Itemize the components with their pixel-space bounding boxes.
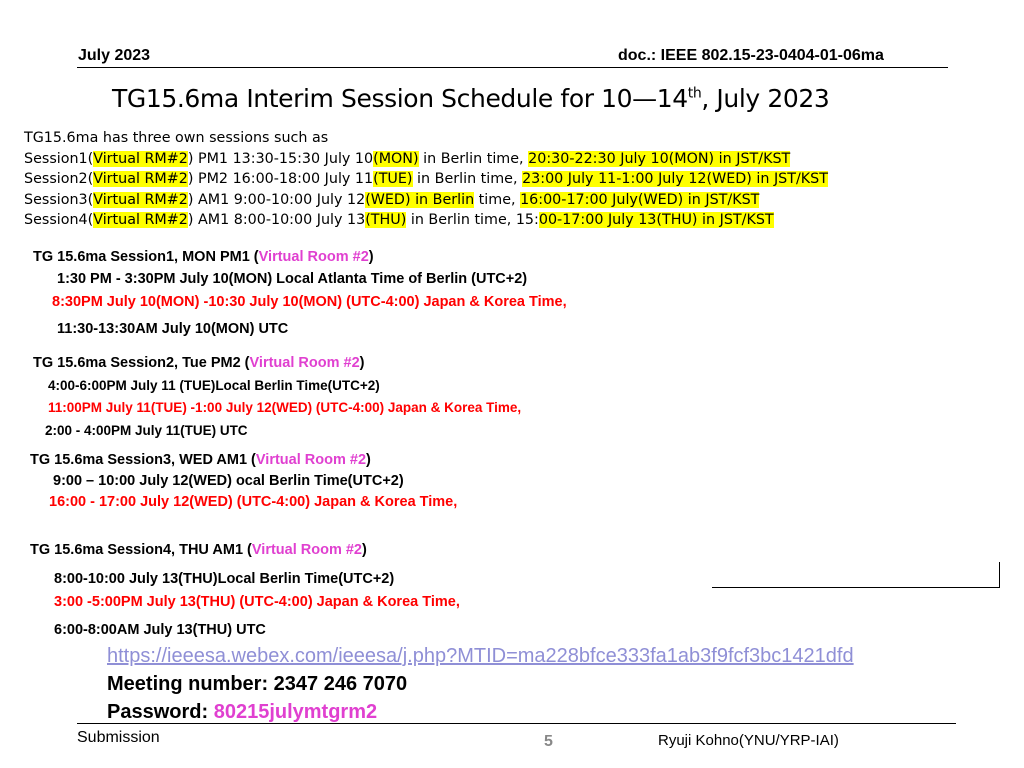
overview-session-4: Session4(Virtual RM#2) AM1 8:00-10:00 July 13(THU) in Berlin time, 15:00-17:00 July 13(THU) in JST/KST <box>24 212 774 228</box>
footer-rule <box>77 723 956 724</box>
session3-local-time: 9:00 – 10:00 July 12(WED) ocal Berlin Time(UTC+2) <box>53 473 404 489</box>
webex-meeting-link[interactable]: https://ieeesa.webex.com/ieeesa/j.php?MTID=ma228bfce333fa1ab3f9fcf3bc1421dfd <box>107 645 854 667</box>
page-title: TG15.6ma Interim Session Schedule for 10—14th, July 2023 <box>112 84 830 113</box>
session2-local-time: 4:00-6:00PM July 11 (TUE)Local Berlin Time(UTC+2) <box>48 378 380 393</box>
session2-heading: TG 15.6ma Session2, Tue PM2 (Virtual Room #2) <box>33 355 365 371</box>
sessions-overview <box>24 128 828 231</box>
session3-japan-korea-time: 16:00 - 17:00 July 12(WED) (UTC-4:00) Japan & Korea Time, <box>49 494 458 510</box>
header-date: July 2023 <box>78 47 151 64</box>
session4-local-time: 8:00-10:00 July 13(THU)Local Berlin Time(UTC+2) <box>54 571 395 587</box>
overview-session-1: Session1(Virtual RM#2) PM1 13:30-15:30 July 10(MON) in Berlin time, 20:30-22:30 July 10(MON) in JST/KST <box>24 150 791 167</box>
session4-heading: TG 15.6ma Session4, THU AM1 (Virtual Room #2) <box>30 542 367 558</box>
header-rule <box>77 67 948 68</box>
overview-session-3: Session3(Virtual RM#2) AM1 9:00-10:00 July 12(WED) in Berlin time, 16:00-17:00 July(WED) in JST/KST <box>24 191 760 208</box>
meeting-number: Meeting number: 2347 246 7070 <box>107 673 408 695</box>
session2-utc-time: 2:00 - 4:00PM July 11(TUE) UTC <box>45 423 248 438</box>
session4-utc-time: 6:00-8:00AM July 13(THU) UTC <box>54 622 266 638</box>
overview-intro: TG15.6ma has three own sessions such as <box>24 130 329 146</box>
decorative-line-vertical <box>999 562 1000 588</box>
footer-submission: Submission <box>77 729 160 746</box>
header-doc-id: doc.: IEEE 802.15-23-0404-01-06ma <box>618 47 884 64</box>
decorative-line-horizontal <box>712 587 1000 588</box>
session1-local-time: 1:30 PM - 3:30PM July 10(MON) Local Atlanta Time of Berlin (UTC+2) <box>57 271 528 287</box>
session2-japan-korea-time: 11:00PM July 11(TUE) -1:00 July 12(WED) (UTC-4:00) Japan & Korea Time, <box>48 400 522 415</box>
overview-session-2: Session2(Virtual RM#2) PM2 16:00-18:00 July 11(TUE) in Berlin time, 23:00 July 11-1:00 July 12(WED) in JST/KST <box>24 171 828 187</box>
session1-japan-korea-time: 8:30PM July 10(MON) -10:30 July 10(MON) (UTC-4:00) Japan & Korea Time, <box>52 294 567 310</box>
session4-japan-korea-time: 3:00 -5:00PM July 13(THU) (UTC-4:00) Japan & Korea Time, <box>54 594 460 610</box>
page-number: 5 <box>544 733 553 750</box>
session1-heading: TG 15.6ma Session1, MON PM1 (Virtual Room #2) <box>33 249 374 265</box>
footer-author: Ryuji Kohno(YNU/YRP-IAI) <box>658 732 839 749</box>
session1-utc-time: 11:30-13:30AM July 10(MON) UTC <box>57 321 289 337</box>
meeting-password: Password: 80215julymtgrm2 <box>107 701 378 723</box>
session3-heading: TG 15.6ma Session3, WED AM1 (Virtual Room #2) <box>30 452 371 468</box>
